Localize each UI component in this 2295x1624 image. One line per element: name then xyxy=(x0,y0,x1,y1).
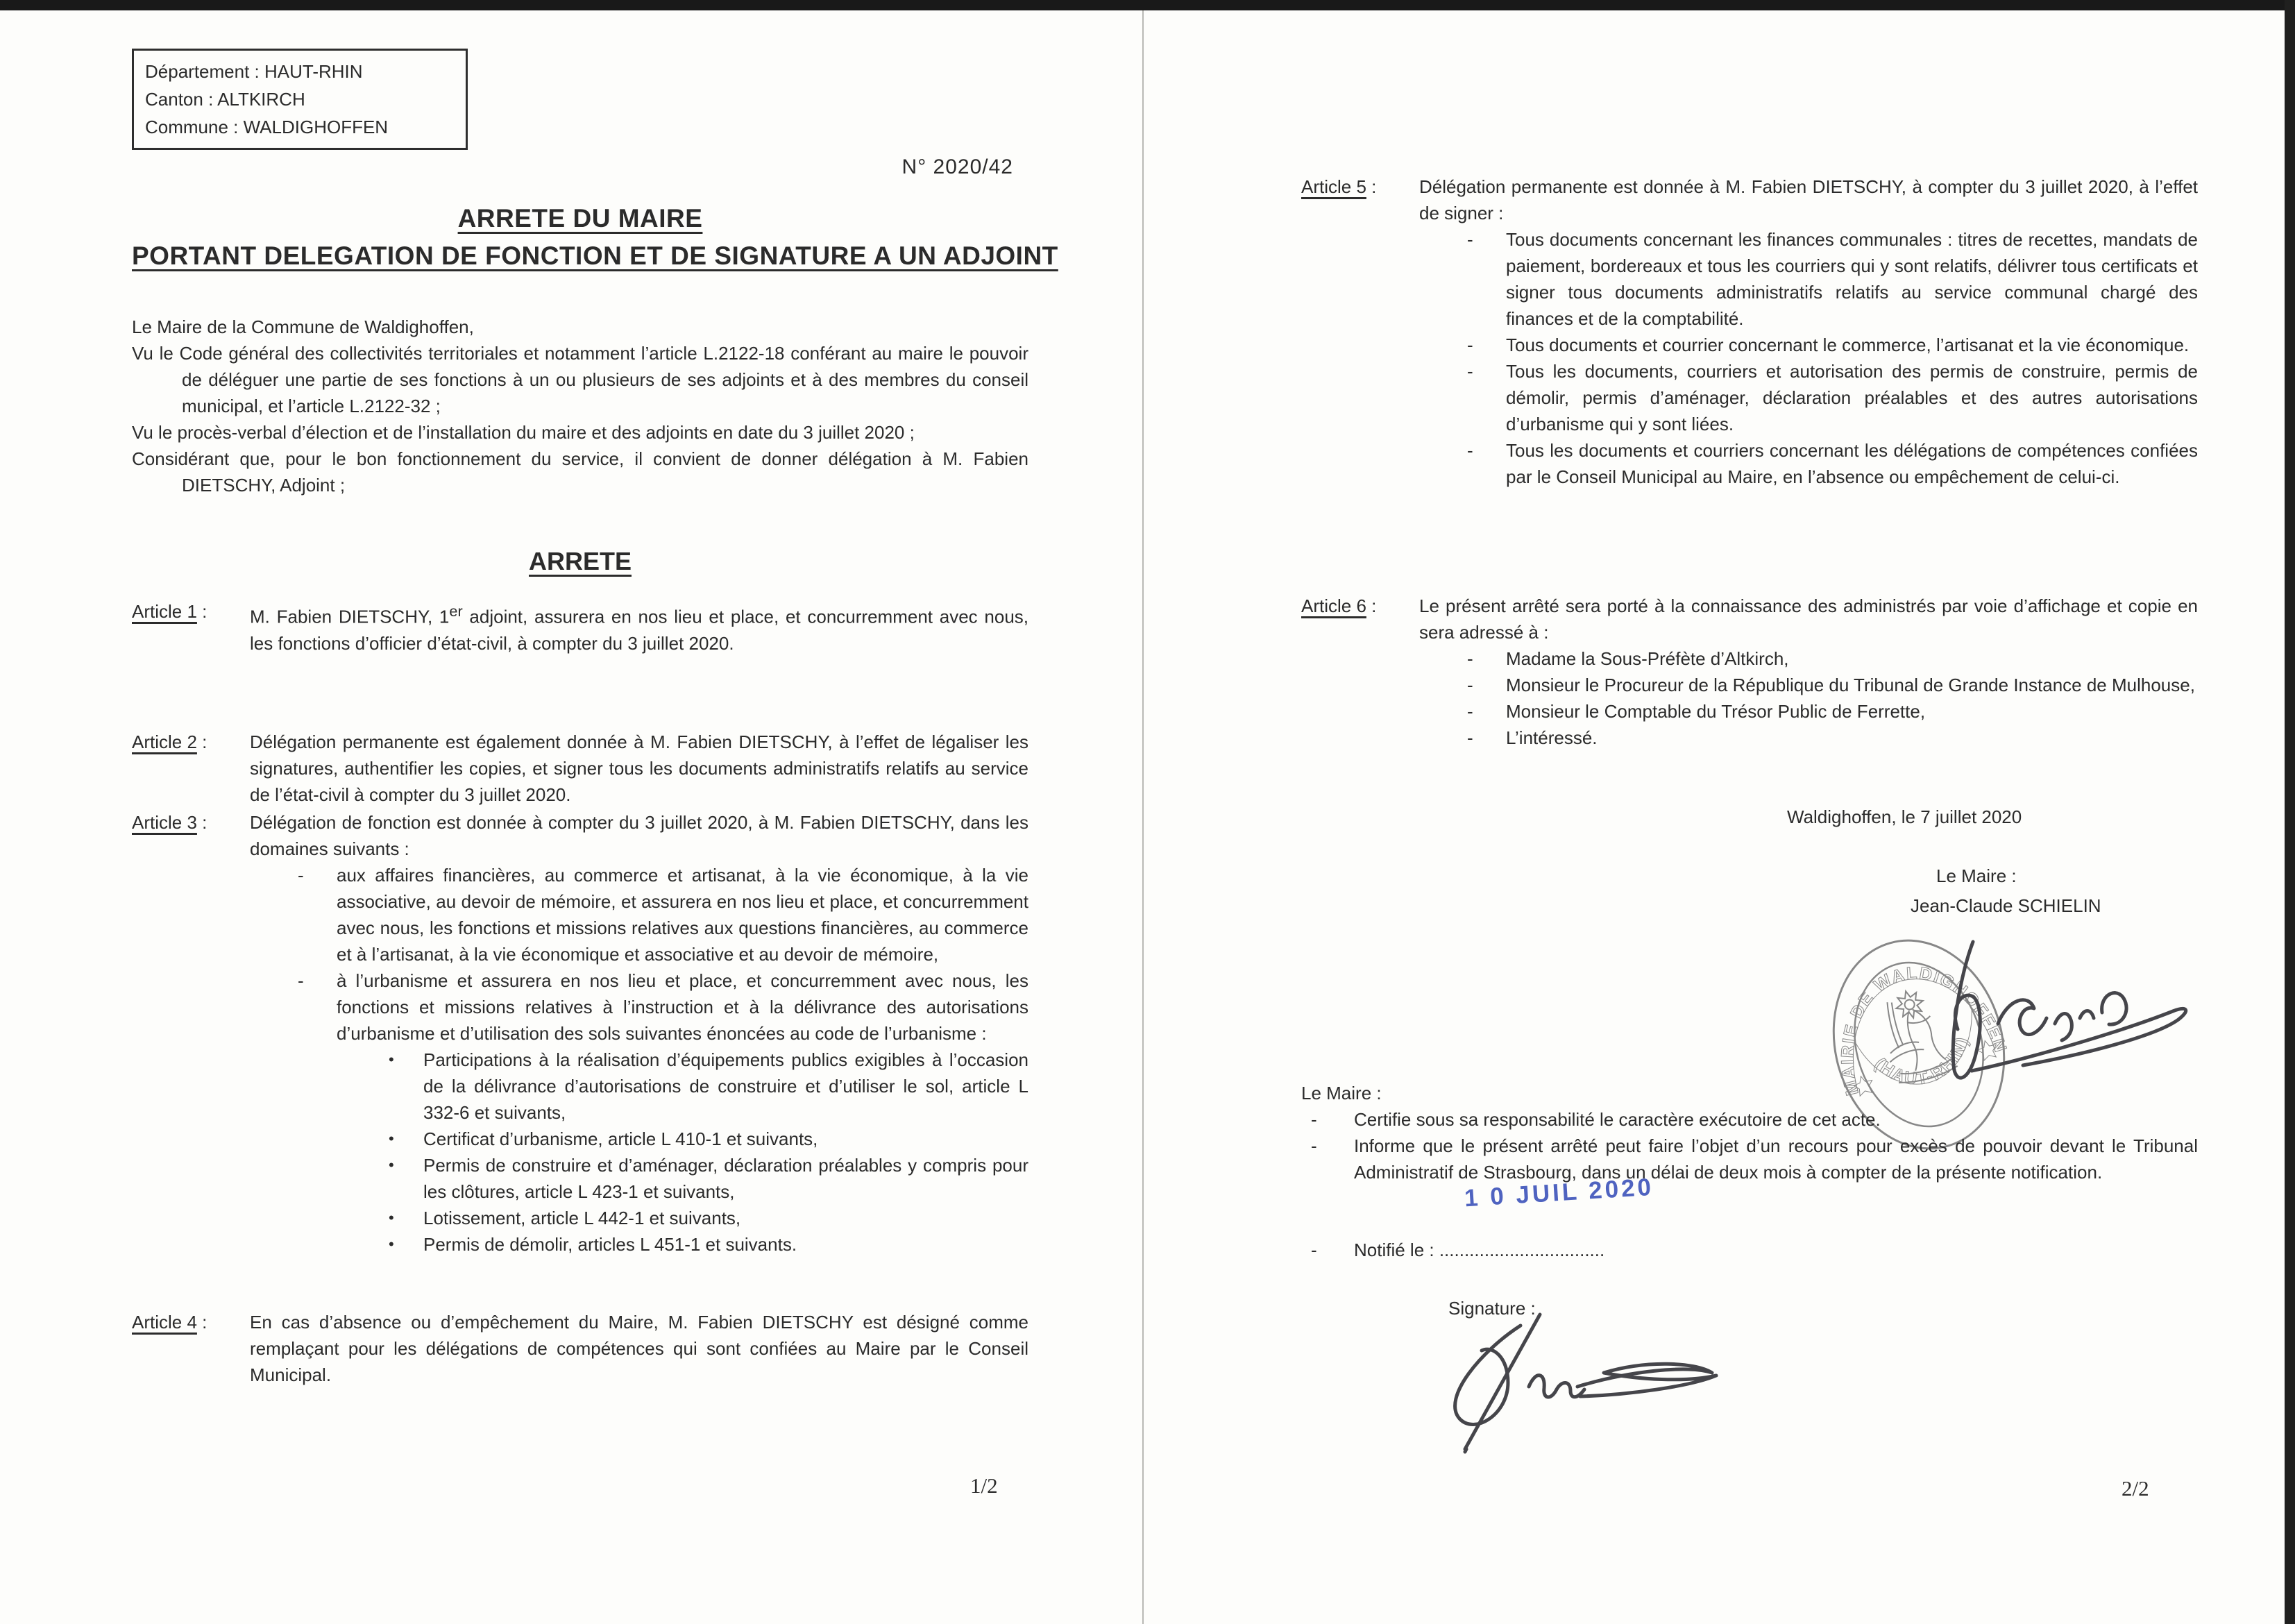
dash-bullet: - xyxy=(1467,727,1473,748)
preamble-line-4: Considérant que, pour le bon fonctionnement du service, il convient de donner délégation à M. Fabien DIETSCHY, Adjoint ; xyxy=(132,448,1028,496)
dash-bullet: - xyxy=(1311,1109,1317,1130)
signer-name: Jean-Claude SCHIELIN xyxy=(1911,895,2101,916)
certification-item: - Certifie sous sa responsabilité le caractère exécutoire de cet acte. xyxy=(1301,1106,2198,1133)
article-1-label: Article 1 : xyxy=(132,601,208,622)
certification-item: - Informe que le présent arrêté peut faire l’objet d’un recours pour excès de pouvoir devant le Tribunal Administratif de Strasbourg, dans un délai de deux mois à compter de la présente notification. xyxy=(1301,1133,2198,1185)
certification-heading: Le Maire : xyxy=(1301,1083,1382,1103)
preamble xyxy=(132,314,1028,498)
article-2-body: Délégation permanente est également donnée à M. Fabien DIETSCHY, à l’effet de légaliser les signatures, authentifier les copies, et signer tous les documents administratifs relatifs au service de l’état-civil à compter du 3 juillet 2020. xyxy=(250,731,1028,805)
article-4-body: En cas d’absence ou d’empêchement du Maire, M. Fabien DIETSCHY est désigné comme remplaçant pour les délégations de compétences qui sont confiées au Maire par le Conseil Municipal. xyxy=(250,1312,1028,1385)
article-4 xyxy=(132,1309,1028,1388)
dash-bullet: - xyxy=(1467,701,1473,722)
page-number-2: 2/2 xyxy=(2122,1476,2149,1500)
article-5-body xyxy=(1419,174,2198,490)
stamp-top-text: MAIRIE DE WALDIGHOFFEN xyxy=(1838,963,2011,1098)
scan-edge-right xyxy=(2285,0,2295,1624)
page-1 xyxy=(132,0,1058,1624)
article-6 xyxy=(1301,593,2198,751)
article-6-body xyxy=(1419,593,2198,751)
article-5-dash-item: - Tous documents et courrier concernant le commerce, l’artisanat et la vie économique. xyxy=(1464,332,2198,358)
page-number-1: 1/2 xyxy=(970,1473,998,1498)
round-bullet: • xyxy=(389,1209,394,1226)
preamble-line-1: Le Maire de la Commune de Waldighoffen, xyxy=(132,316,474,337)
article-5-dash-item: - Tous documents concernant les finances communales : titres de recettes, mandats de paiement, bordereaux et tous les courriers qui y sont relatifs, délivrer tous certificats et signer tous documents administratifs relatifs au service communal chargé des finances et de la comptabilité. xyxy=(1464,226,2198,332)
dash-bullet: - xyxy=(1467,440,1473,461)
bottom-signature xyxy=(1398,1305,1731,1464)
decree-number: N° 2020/42 xyxy=(901,155,1013,178)
round-bullet: • xyxy=(389,1130,394,1147)
article-2 xyxy=(132,729,1028,808)
article-3-intro: Délégation de fonction est donnée à compter du 3 juillet 2020, à M. Fabien DIETSCHY, dans les domaines suivants : xyxy=(250,812,1028,859)
article-6-intro: Le présent arrêté sera porté à la connaissance des administrés par voie d’affichage et copie en sera adressé à : xyxy=(1419,595,2198,643)
dash-bullet: - xyxy=(1467,648,1473,669)
article-3-body xyxy=(250,809,1028,1258)
dash-bullet: - xyxy=(1311,1135,1317,1156)
dateline: Waldighoffen, le 7 juillet 2020 xyxy=(1787,806,2022,827)
dash-bullet: - xyxy=(1467,675,1473,695)
stamp-bottom-text: (HAUT-RHIN) xyxy=(1870,1033,1973,1089)
preamble-line-2: Vu le Code général des collectivités territoriales et notamment l’article L.2122-18 conférant au maire le pouvoir de déléguer une partie de ses fonctions à un ou plusieurs de ses adjoints et à des membres du conseil municipal, et l’article L.2122-32 ; xyxy=(132,343,1028,416)
date-received-stamp: 1 0 JUIL 2020 xyxy=(1464,1173,1655,1212)
article-3-bullet-item: • Lotissement, article L 442-1 et suivants, xyxy=(387,1205,1028,1231)
article-4-label: Article 4 : xyxy=(132,1312,208,1333)
dash-bullet: - xyxy=(298,970,304,991)
article-5 xyxy=(1301,174,2198,490)
article-5-label: Article 5 : xyxy=(1301,176,1377,197)
notified-label: Notifié le : ................................. xyxy=(1354,1240,1605,1260)
article-6-dash-item: - L’intéressé. xyxy=(1464,725,2198,751)
dash-bullet: - xyxy=(298,865,304,886)
round-bullet: • xyxy=(389,1235,394,1253)
document-title-line1: ARRETE DU MAIRE xyxy=(457,204,703,232)
article-1-body: M. Fabien DIETSCHY, 1er adjoint, assurera en nos lieu et place, et concurremment avec nous, les fonctions d’officier d’état-civil, à compter du 3 juillet 2020. xyxy=(250,602,1029,654)
departement-line: Département : HAUT-RHIN xyxy=(145,61,363,82)
article-3-label: Article 3 : xyxy=(132,812,208,833)
article-3-dash-item: - à l’urbanisme et assurera en nos lieu et place, et concurremment avec nous, les fonctions et missions relatives à l’instruction et à la délivrance des autorisations d’urbanisme et d’utilisation des sols suivantes énoncées au code de l’urbanisme : xyxy=(295,967,1028,1047)
article-3-bullet-item: • Permis de construire et d’aménager, déclaration préalables y compris pour les clôtures, article L 423-1 et suivants, xyxy=(387,1152,1028,1205)
article-6-label: Article 6 : xyxy=(1301,595,1377,616)
superscript-er: er xyxy=(449,602,463,620)
article-3-bullet-item: • Certificat d’urbanisme, article L 410-1 et suivants, xyxy=(387,1126,1028,1152)
dash-bullet: - xyxy=(1467,361,1473,382)
page-2 xyxy=(1301,0,2198,1624)
article-3 xyxy=(132,809,1028,1258)
article-5-dash-item: - Tous les documents et courriers concernant les délégations de compétences confiées par le Conseil Municipal au Maire, en l’absence ou empêchement de celui-ci. xyxy=(1464,437,2198,490)
certification-block xyxy=(1301,1080,2198,1185)
canton-line: Canton : ALTKIRCH xyxy=(145,89,305,110)
document-title-line2: PORTANT DELEGATION DE FONCTION ET DE SIGNATURE A UN ADJOINT xyxy=(132,242,1058,270)
dash-bullet: - xyxy=(1467,335,1473,355)
signature-label: Signature : xyxy=(1448,1298,1536,1319)
article-2-label: Article 2 : xyxy=(132,731,208,752)
commune-header-box xyxy=(132,49,468,150)
article-3-bullet-item: • Permis de démolir, articles L 451-1 et suivants. xyxy=(387,1231,1028,1258)
article-6-dash-item: - Madame la Sous-Préfète d’Altkirch, xyxy=(1464,645,2198,672)
dash-bullet: - xyxy=(1311,1240,1317,1260)
preamble-line-3: Vu le procès-verbal d’élection et de l’installation du maire et des adjoints en date du 3 juillet 2020 ; xyxy=(132,422,915,443)
commune-line: Commune : WALDIGHOFFEN xyxy=(145,117,389,137)
round-bullet: • xyxy=(389,1051,394,1068)
notified-row xyxy=(1301,1237,2198,1263)
signer-title: Le Maire : xyxy=(1936,865,2017,886)
arrete-heading: ARRETE xyxy=(528,547,632,575)
article-6-dash-item: - Monsieur le Comptable du Trésor Public de Ferrette, xyxy=(1464,698,2198,725)
maire-signature xyxy=(1926,927,2203,1100)
article-3-dash-item: - aux affaires financières, au commerce et artisanat, à la vie économique, à la vie associative, au devoir de mémoire, et assurera en nos lieu et place, et concurremment avec nous, les fonctions et missions relatives aux questions financières, au commerce et à l’artisanat, à la vie économique et associative et au devoir de mémoire, xyxy=(295,862,1028,967)
article-6-dash-item: - Monsieur le Procureur de la République du Tribunal de Grande Instance de Mulhouse, xyxy=(1464,672,2198,698)
page-divider xyxy=(1142,10,1144,1624)
article-3-bullet-item: • Participations à la réalisation d’équipements publics exigibles à l’occasion de la délivrance d’autorisations de construire et d’utiliser le sol, article L 332-6 et suivants, xyxy=(387,1047,1028,1126)
round-bullet: • xyxy=(389,1156,394,1174)
article-5-intro: Délégation permanente est donnée à M. Fabien DIETSCHY, à compter du 3 juillet 2020, à l’effet de signer : xyxy=(1419,176,2198,223)
dash-bullet: - xyxy=(1467,229,1473,250)
article-1 xyxy=(132,598,1028,657)
article-5-dash-item: - Tous les documents, courriers et autorisation des permis de construire, permis de démolir, permis d’aménager, déclaration préalables et des autres autorisations d’urbanisme qui y sont liées. xyxy=(1464,358,2198,437)
